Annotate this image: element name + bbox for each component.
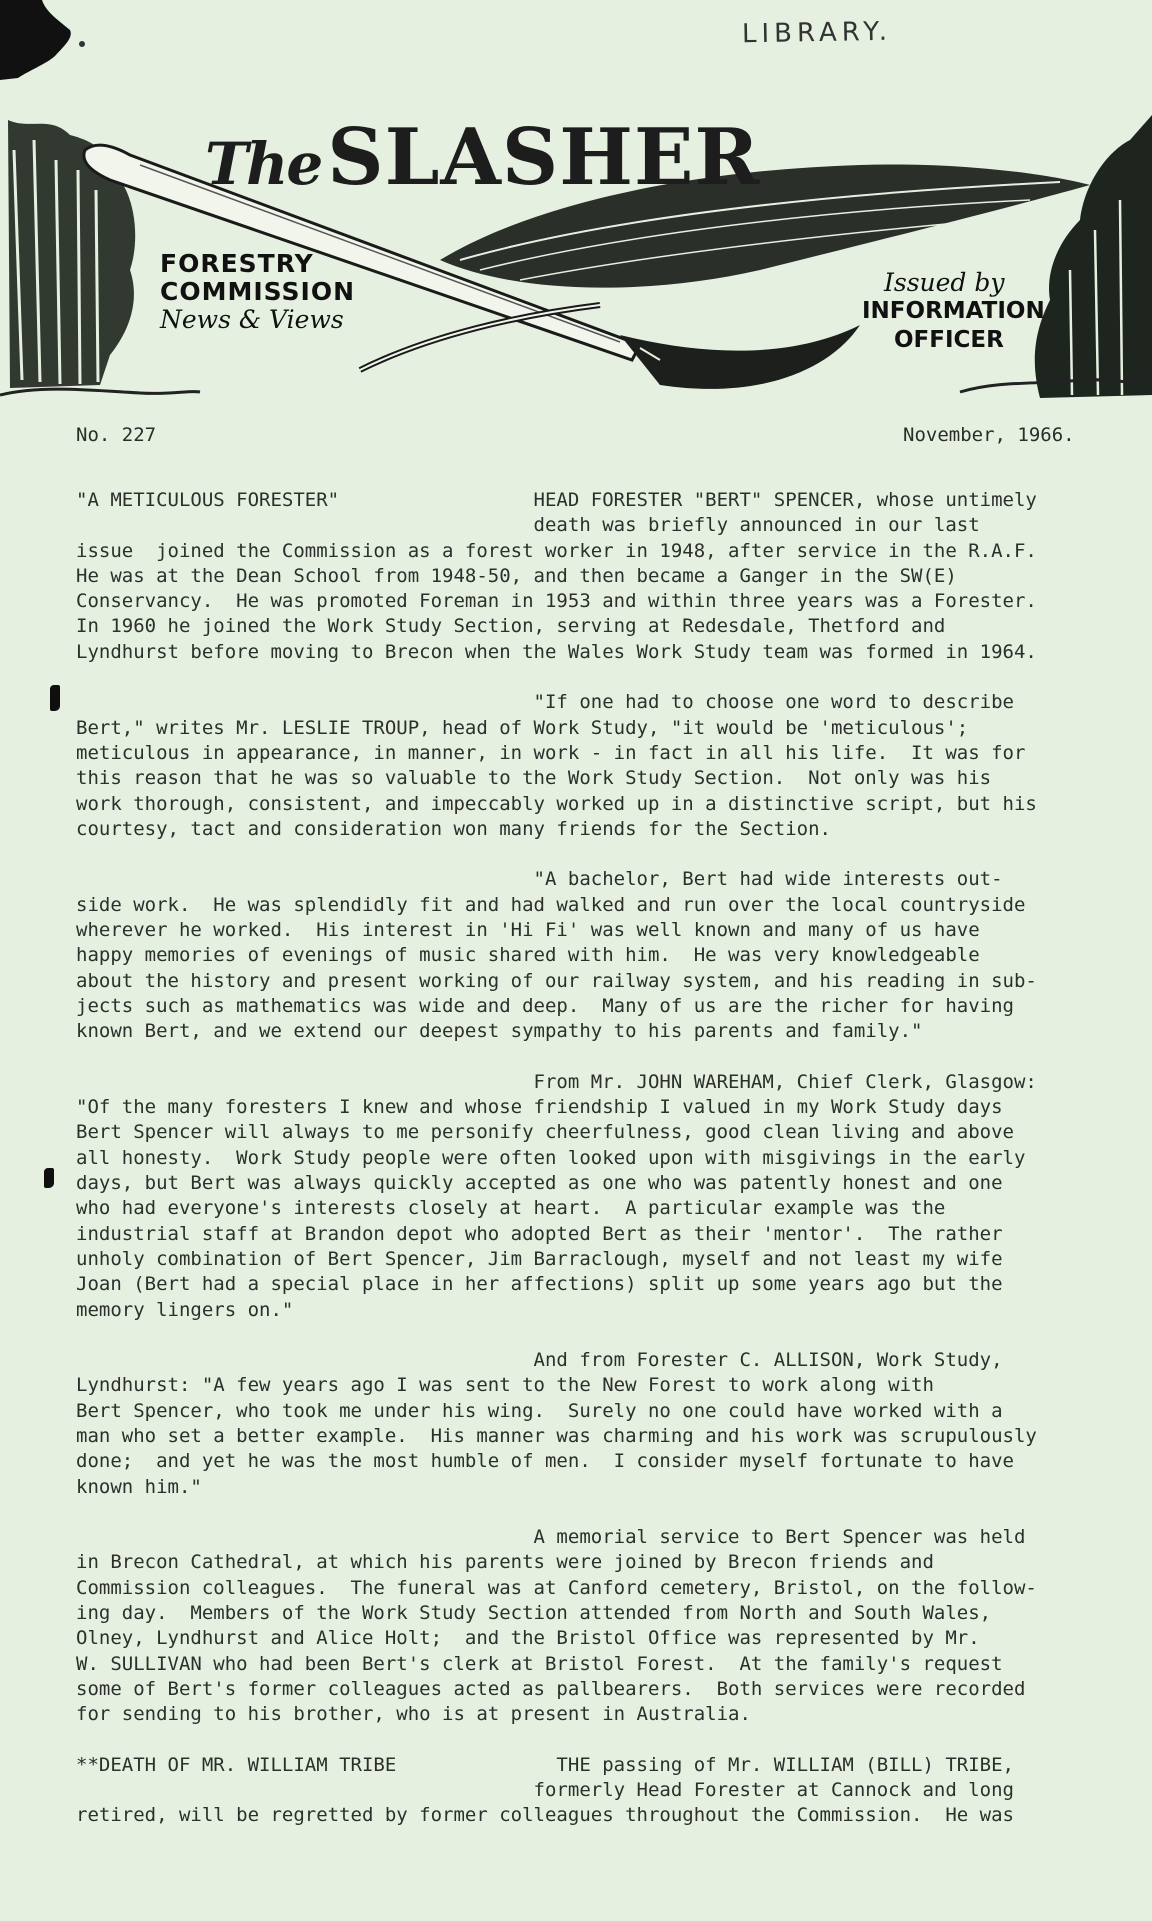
body-line: all honesty. Work Study people were often looked upon with misgivings in the early: [76, 1146, 1026, 1169]
forestry-commission-block: [160, 250, 355, 334]
body-line: "A METICULOUS FORESTER" HEAD FORESTER "BERT" SPENCER, whose untimely: [76, 489, 1037, 511]
news-views-label: News & Views: [160, 305, 344, 334]
body-line: in Brecon Cathedral, at which his parents were joined by Brecon friends and: [76, 1551, 934, 1574]
body-line: death was briefly announced in our last: [76, 514, 980, 537]
body-line: "A bachelor, Bert had wide interests out-: [76, 868, 1003, 891]
body-line: [76, 1045, 1146, 1070]
body-line: side work. He was splendidly fit and had walked and run over the local countryside: [76, 893, 1026, 916]
body-line: jects such as mathematics was wide and deep. Many of us are the richer for having: [76, 994, 1014, 1017]
issue-number: No. 227: [76, 424, 157, 446]
body-line: In 1960 he joined the Work Study Section, serving at Redesdale, Thetford and: [76, 615, 946, 638]
body-line: known him.": [76, 1475, 202, 1498]
body-line: Lyndhurst before moving to Brecon when the Wales Work Study team was formed in 1964.: [76, 640, 1037, 663]
body-line: And from Forester C. ALLISON, Work Study,: [76, 1349, 1003, 1372]
body-line: Bert," writes Mr. LESLIE TROUP, head of Work Study, "it would be 'meticulous';: [76, 716, 969, 739]
article-body: [76, 488, 1146, 1829]
body-line: work thorough, consistent, and impeccably worked up in a distinctive script, but his: [76, 792, 1037, 815]
body-line: [76, 665, 1146, 690]
body-line: industrial staff at Brandon depot who adopted Bert as their 'mentor'. The rather: [76, 1222, 1003, 1245]
masthead-title: [205, 112, 760, 203]
body-line: wherever he worked. His interest in 'Hi Fi' was well known and many of us have: [76, 919, 980, 942]
body-line: courtesy, tact and consideration won many friends for the Section.: [76, 817, 831, 840]
body-line: about the history and present working of our railway system, and his reading in sub-: [76, 969, 1037, 992]
body-line: From Mr. JOHN WAREHAM, Chief Clerk, Glasgow:: [76, 1070, 1037, 1093]
body-line: **DEATH OF MR. WILLIAM TRIBE THE passing of Mr. WILLIAM (BILL) TRIBE,: [76, 1753, 1014, 1776]
body-line: He was at the Dean School from 1948-50, and then became a Ganger in the SW(E): [76, 564, 957, 587]
body-line: memory lingers on.": [76, 1298, 294, 1321]
body-line: meticulous in appearance, in manner, in work - in fact in all his life. It was for: [76, 741, 1026, 764]
issued-by-label: Issued by: [884, 268, 1005, 297]
forestry-label: FORESTRY: [160, 249, 314, 278]
body-line: A memorial service to Bert Spencer was held: [76, 1526, 1026, 1549]
body-line: Commission colleagues. The funeral was at Canford cemetery, Bristol, on the follow-: [76, 1576, 1037, 1599]
corner-stain: [0, 0, 95, 80]
officer-label: OFFICER: [894, 327, 1004, 353]
margin-ink-mark: [44, 1168, 54, 1188]
body-line: [76, 1500, 1146, 1525]
body-line: man who set a better example. His manner was charming and his work was scrupulously: [76, 1424, 1037, 1447]
body-line: Olney, Lyndhurst and Alice Holt; and the Bristol Office was represented by Mr.: [76, 1627, 980, 1650]
masthead-title-main: SLASHER: [327, 112, 761, 203]
body-line: [76, 1728, 1146, 1753]
information-label: INFORMATION: [862, 298, 1045, 324]
body-line: who had everyone's interests closely at heart. A particular example was the: [76, 1197, 946, 1220]
library-annotation: LIBRARY.: [741, 16, 893, 50]
body-line: Bert Spencer will always to me personify cheerfulness, good clean living and above: [76, 1121, 1014, 1144]
body-line: done; and yet he was the most humble of men. I consider myself fortunate to have: [76, 1450, 1014, 1473]
body-line: formerly Head Forester at Cannock and long: [76, 1779, 1014, 1802]
issued-by-block: [862, 268, 1045, 355]
body-line: this reason that he was so valuable to the Work Study Section. Not only was his: [76, 767, 992, 790]
body-line: some of Bert's former colleagues acted as pallbearers. Both services were recorded: [76, 1677, 1026, 1700]
margin-ink-mark: [50, 685, 60, 711]
body-line: Joan (Bert had a special place in her affections) split up some years ago but the: [76, 1273, 1003, 1296]
body-line: [76, 842, 1146, 867]
body-line: retired, will be regretted by former colleagues throughout the Commission. He was: [76, 1804, 1014, 1827]
body-line: Conservancy. He was promoted Foreman in 1953 and within three years was a Forester.: [76, 590, 1037, 613]
masthead-title-prefix: The: [205, 130, 322, 198]
body-line: "If one had to choose one word to describe: [76, 691, 1014, 714]
body-line: for sending to his brother, who is at present in Australia.: [76, 1703, 751, 1726]
body-line: "Of the many foresters I knew and whose friendship I valued in my Work Study days: [76, 1096, 1003, 1119]
body-line: Lyndhurst: "A few years ago I was sent to the New Forest to work along with: [76, 1374, 934, 1397]
body-line: Bert Spencer, who took me under his wing. Surely no one could have worked with a: [76, 1399, 1003, 1422]
body-line: issue joined the Commission as a forest worker in 1948, after service in the R.A.F.: [76, 539, 1037, 562]
body-line: known Bert, and we extend our deepest sympathy to his parents and family.": [76, 1020, 923, 1043]
body-line: unholy combination of Bert Spencer, Jim Barraclough, myself and not least my wife: [76, 1247, 1003, 1270]
body-line: happy memories of evenings of music shared with him. He was very knowledgeable: [76, 944, 980, 967]
body-line: W. SULLIVAN who had been Bert's clerk at Bristol Forest. At the family's request: [76, 1652, 1003, 1675]
body-line: ing day. Members of the Work Study Section attended from North and South Wales,: [76, 1602, 992, 1625]
commission-label: COMMISSION: [160, 277, 356, 306]
issue-date: November, 1966.: [903, 424, 1075, 446]
body-line: [76, 1323, 1146, 1348]
body-line: days, but Bert was always quickly accepted as one who was patently honest and one: [76, 1172, 1003, 1195]
